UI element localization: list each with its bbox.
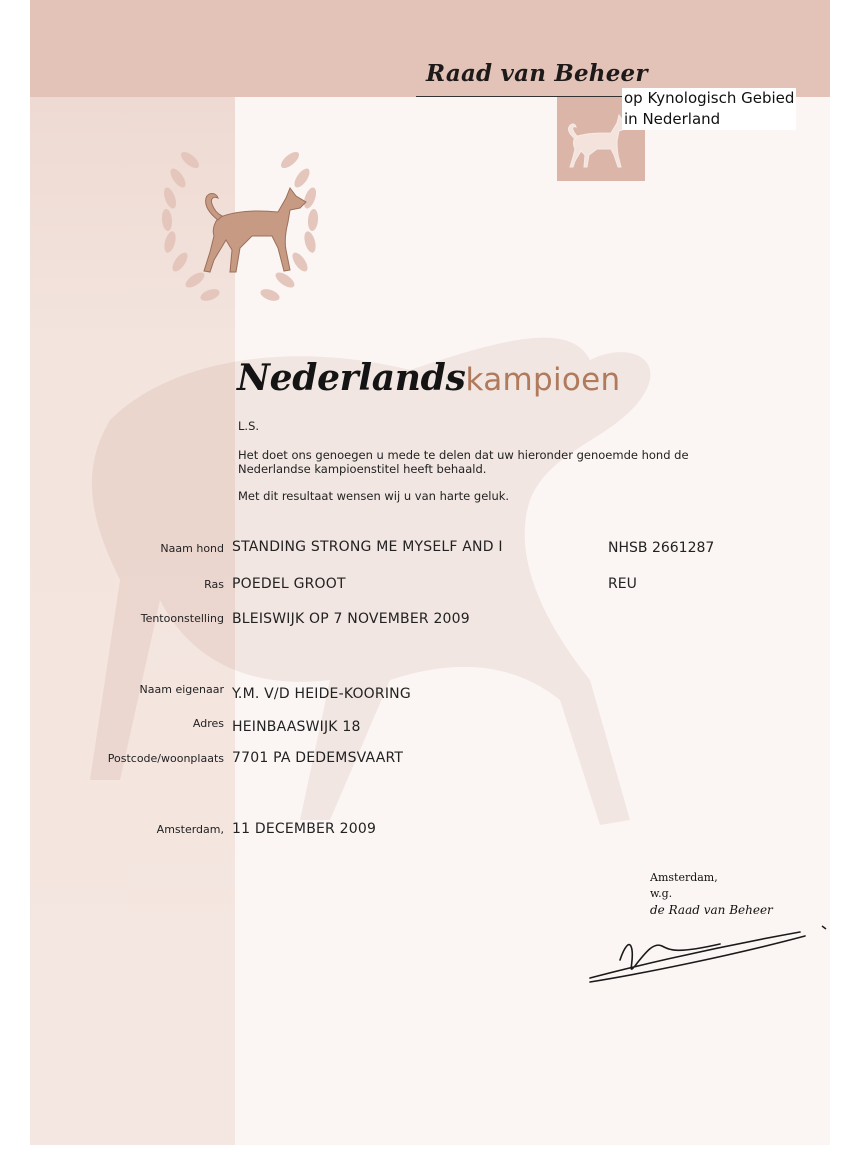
breed-value: POEDEL GROOT <box>232 576 346 592</box>
dog-name-value: STANDING STRONG ME MYSELF AND I <box>232 539 503 555</box>
dog-laurel-emblem <box>140 140 340 310</box>
issue-place-label: Amsterdam, <box>156 823 224 836</box>
owner-label: Naam eigenaar <box>139 683 224 696</box>
organization-subtitle-line2: in Nederland <box>624 110 721 128</box>
issue-date-value: 11 DECEMBER 2009 <box>232 821 377 837</box>
signature-wg: w.g. <box>650 887 673 900</box>
show-value: BLEISWIJK OP 7 NOVEMBER 2009 <box>232 611 470 627</box>
address-value: HEINBAASWIJK 18 <box>232 719 361 735</box>
dog-name-label: Naam hond <box>160 542 224 555</box>
congratulation-paragraph: Met dit resultaat wensen wij u van harte geluk. <box>238 489 510 503</box>
postcode-label: Postcode/woonplaats <box>107 752 224 765</box>
organization-subtitle-line1: op Kynologisch Gebied <box>624 89 795 107</box>
owner-value: Y.M. V/D HEIDE-KOORING <box>232 686 411 702</box>
organization-name: Raad van Beheer <box>426 60 648 87</box>
show-label: Tentoonstelling <box>140 612 224 625</box>
registration-number: NHSB 2661287 <box>608 540 715 556</box>
certificate-sheet <box>30 0 830 1145</box>
sex-value: REU <box>608 576 637 592</box>
certificate-title <box>237 357 620 399</box>
organization-subtitle <box>622 88 796 130</box>
signature-place: Amsterdam, <box>650 871 718 884</box>
intro-paragraph: Het doet ons genoegen u mede te delen dat uw hieronder genoemde hond de Nederlandse kampioenstitel heeft behaald. <box>238 448 689 476</box>
handwritten-signature <box>580 920 830 990</box>
postcode-value: 7701 PA DEDEMSVAART <box>232 750 404 766</box>
title-nederlands: Nederlands <box>237 357 466 399</box>
signature-by: de Raad van Beheer <box>650 903 773 917</box>
salutation: L.S. <box>238 419 260 433</box>
breed-label: Ras <box>204 578 224 591</box>
signature-block <box>650 870 773 918</box>
title-kampioen: kampioen <box>465 362 621 398</box>
address-label: Adres <box>192 717 224 730</box>
